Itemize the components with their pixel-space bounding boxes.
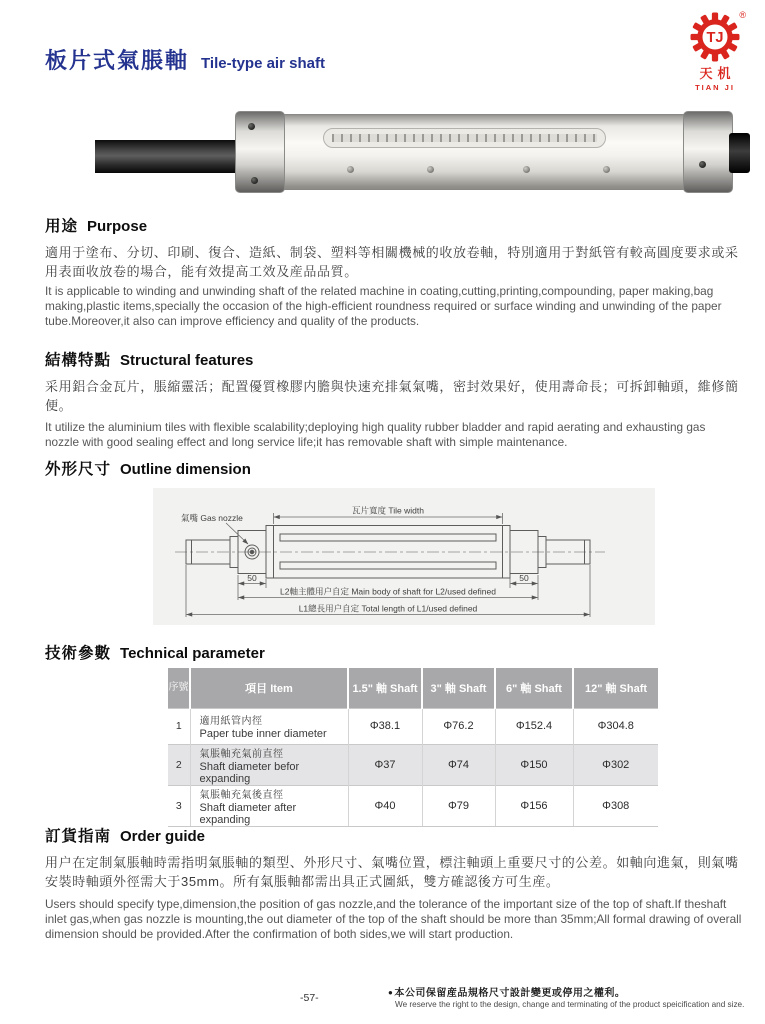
- l2-dim-label: L2軸主體用户自定 Main body of shaft for L2/used defined: [280, 586, 496, 597]
- dim50-left-label: 50: [247, 573, 257, 583]
- col-header-1-5in: 1.5" 軸 Shaft: [348, 668, 422, 708]
- order-heading-zh: 訂貨指南: [45, 828, 112, 845]
- page-title-zh: 板片式氣脹軸: [45, 48, 190, 73]
- footer-note: [388, 984, 744, 1009]
- outline-heading: [45, 457, 251, 479]
- purpose-body-en: It is applicable to winding and unwinding shaft of the related machine in coating,cutting,printing,compounding, paper making,bag making,plastic items,specially the occasion of the high-efficient roundness required or surface winding and unwinding of the paper tube.Moreover,it also can improve efficiency and quality of the products.: [45, 284, 722, 328]
- col-header-no: 序號: [168, 668, 190, 708]
- order-heading-en: Order guide: [120, 828, 206, 845]
- structural-heading-en: Structural features: [120, 352, 254, 369]
- row-value: Φ74: [422, 744, 495, 785]
- purpose-heading: [45, 214, 147, 236]
- table-row: [168, 785, 658, 826]
- bullet-icon: ●: [388, 988, 394, 997]
- page-title-en: Tile-type air shaft: [201, 55, 325, 72]
- screw-icon: [248, 123, 255, 130]
- photo-left-collar: [235, 111, 285, 193]
- screw-icon: [603, 166, 610, 173]
- technical-heading-zh: 技術參數: [45, 645, 112, 662]
- dim50-right-label: 50: [519, 573, 529, 583]
- row-no: 3: [168, 785, 190, 826]
- row-item-zh: 氣脹軸充氣後直徑: [199, 789, 284, 801]
- page-number: -57-: [300, 992, 319, 1004]
- outline-heading-en: Outline dimension: [120, 461, 251, 478]
- technical-parameter-table: [168, 668, 658, 827]
- order-body-zh: 用户在定制氣脹軸時需指明氣脹軸的類型、外形尺寸、氣嘴位置，標注軸頭上重要尺寸的公差。如軸向進氣，則氣嘴安裝時軸頭外徑需大于35mm。所有氣脹軸都需出具正式圖紙，雙方確認後方可生産。: [45, 855, 739, 889]
- row-item-en: Paper tube inner diameter: [199, 728, 327, 740]
- col-header-6in: 6" 軸 Shaft: [495, 668, 573, 708]
- table-header-row: [168, 668, 658, 708]
- row-value: Φ304.8: [573, 708, 658, 744]
- row-no: 2: [168, 744, 190, 785]
- registered-mark: ®: [739, 10, 746, 20]
- table-row: [168, 708, 658, 744]
- tile-width-label: 瓦片寬度 Tile width: [352, 505, 424, 516]
- screw-icon: [427, 166, 434, 173]
- order-body: [45, 853, 742, 941]
- outline-drawing-svg: [153, 488, 655, 625]
- row-value: Φ150: [495, 744, 573, 785]
- row-value: Φ76.2: [422, 708, 495, 744]
- technical-heading-en: Technical parameter: [120, 645, 265, 662]
- order-body-en: Users should specify type,dimension,the position of gas nozzle,and the tolerance of the important size of the top of shaft.If theshaft inlet gas,when gas nozzle is mounting,the out diameter of the top of the shaft should be more than 35mm;All formal drawing of overall dimension should be provided.After the confirmation of both sides,we will start production.: [45, 897, 742, 941]
- row-item-en: Shaft diameter after expanding: [199, 801, 297, 826]
- row-item-zh: 適用紙管内徑: [199, 716, 263, 727]
- screw-icon: [347, 166, 354, 173]
- footer-note-zh: ●本公司保留産品規格尺寸設計變更或停用之權利。: [388, 988, 626, 999]
- row-item: [190, 744, 348, 785]
- l1-dim-label: L1總長用户自定 Total length of L1/used defined: [298, 603, 478, 614]
- gas-nozzle-label: 氣嘴 Gas nozzle: [181, 513, 243, 523]
- photo-right-collar: [683, 111, 733, 193]
- structural-heading-zh: 結構特點: [45, 352, 112, 369]
- row-item: [190, 708, 348, 744]
- product-photo: [95, 103, 750, 200]
- purpose-heading-zh: 用途: [45, 218, 79, 235]
- logo-name-en: TIAN JI: [695, 83, 735, 92]
- footer-note-en: We reserve the right to the design, change and terminating of the product speicification and size.: [395, 1000, 745, 1009]
- purpose-body: [45, 243, 742, 328]
- screw-icon: [523, 166, 530, 173]
- structural-body: [45, 377, 742, 450]
- structural-heading: [45, 348, 253, 370]
- screw-icon: [251, 177, 258, 184]
- row-value: Φ308: [573, 785, 658, 826]
- col-header-12in: 12" 軸 Shaft: [573, 668, 658, 708]
- row-value: Φ302: [573, 744, 658, 785]
- structural-body-en: It utilize the aluminium tiles with flexible scalability;deploying high quality rubber bladder and rapid aerating and exhausting gas nozzle with good sealing effect and long service life;it has removable shaft with simple maintenance.: [45, 420, 706, 449]
- brand-logo: [682, 12, 748, 92]
- photo-tile-slot: [323, 128, 606, 148]
- row-item-zh: 氣脹軸充氣前直徑: [199, 748, 284, 760]
- row-value: Φ79: [422, 785, 495, 826]
- purpose-heading-en: Purpose: [87, 218, 148, 235]
- row-value: Φ152.4: [495, 708, 573, 744]
- row-value: Φ38.1: [348, 708, 422, 744]
- technical-heading: [45, 641, 265, 663]
- photo-tile-teeth: [332, 134, 597, 142]
- logo-monogram: TJ: [706, 30, 724, 47]
- photo-end-cap: [729, 133, 750, 173]
- purpose-body-zh: 適用于塗布、分切、印刷、復合、造紙、制袋、塑料等相關機械的收放卷軸，特別適用于對紙管有較高圓度要求或采用表面收放卷的場合，能有效提高工效及産品品質。: [45, 245, 739, 279]
- structural-body-zh: 采用鋁合金瓦片，脹縮靈活；配置優質橡膠内膽與快速充排氣氣嘴，密封效果好，使用壽命長；可拆卸軸頭，維修簡便。: [45, 379, 739, 413]
- row-value: Φ40: [348, 785, 422, 826]
- row-no: 1: [168, 708, 190, 744]
- screw-icon: [699, 161, 706, 168]
- row-value: Φ37: [348, 744, 422, 785]
- col-header-item: 項目 Item: [190, 668, 348, 708]
- outline-heading-zh: 外形尺寸: [45, 461, 112, 478]
- row-item: [190, 785, 348, 826]
- order-heading: [45, 824, 205, 846]
- logo-name-zh: 天机: [699, 66, 736, 81]
- outline-drawing: [153, 488, 655, 625]
- gear-logo-icon: [690, 12, 740, 62]
- page-title: [45, 44, 325, 75]
- row-value: Φ156: [495, 785, 573, 826]
- photo-shaft-body: [238, 114, 711, 190]
- row-item-en: Shaft diameter befor expanding: [199, 760, 300, 785]
- col-header-3in: 3" 軸 Shaft: [422, 668, 495, 708]
- table-row: [168, 744, 658, 785]
